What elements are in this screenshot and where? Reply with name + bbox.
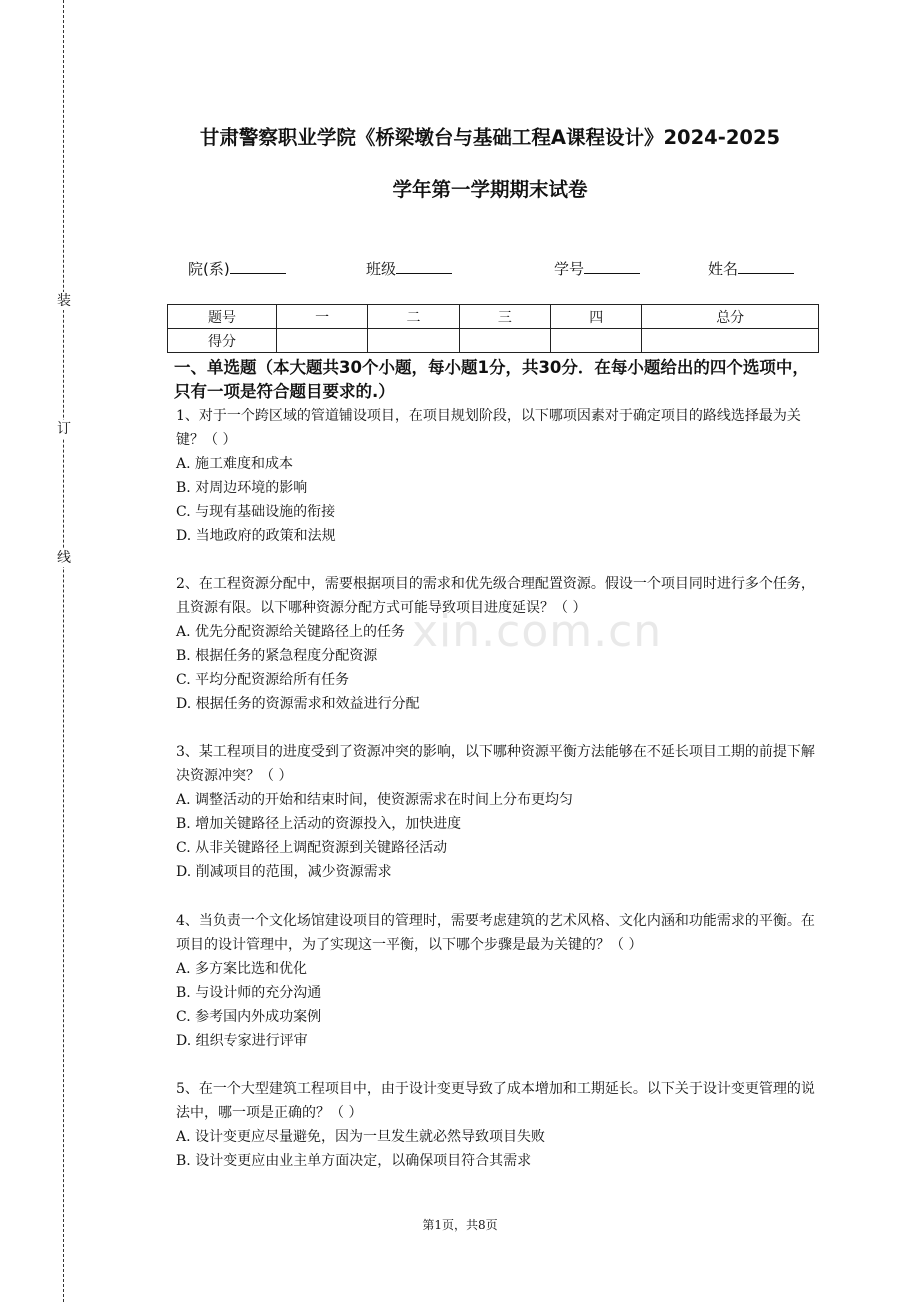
option-d: D. 当地政府的政策和法规 — [176, 528, 336, 544]
option-b: B. 设计变更应由业主单方面决定，以确保项目符合其需求 — [176, 1153, 532, 1169]
score-cell — [459, 329, 550, 353]
option-c: C. 从非关键路径上调配资源到关键路径活动 — [176, 840, 448, 856]
name-label: 姓名 — [708, 260, 739, 278]
name-blank — [738, 259, 794, 274]
score-table-header-row — [168, 305, 819, 329]
option-d: D. 根据任务的资源需求和效益进行分配 — [176, 696, 420, 712]
question-stem: 2、在工程资源分配中，需要根据项目的需求和优先级合理配置资源。假设一个项目同时进行多个任务，且资源有限。以下哪种资源分配方式可能导致项目进度延误？（ ） — [176, 576, 815, 616]
question-stem: 5、在一个大型建筑工程项目中，由于设计变更导致了成本增加和工期延长。以下关于设计变更管理的说法中，哪一项是正确的？（ ） — [176, 1081, 815, 1121]
name-field — [708, 258, 794, 279]
option-d: D. 削减项目的范围，减少资源需求 — [176, 864, 392, 880]
watermark: xin.com.cn — [412, 606, 663, 657]
score-table — [167, 304, 819, 353]
student-id-field — [554, 258, 640, 279]
score-header-cell: 总分 — [642, 305, 819, 329]
class-label: 班级 — [366, 260, 397, 278]
option-c: C. 与现有基础设施的衔接 — [176, 504, 336, 520]
score-header-cell: 三 — [459, 305, 550, 329]
class-blank — [396, 259, 452, 274]
exam-title-line2: 学年第一学期期末试卷 — [392, 178, 588, 201]
binding-char-xian: 线 — [57, 550, 71, 566]
binding-char-ding: 订 — [57, 421, 71, 437]
question-stem: 1、对于一个跨区域的管道铺设项目，在项目规划阶段，以下哪项因素对于确定项目的路线选择最为关键？（ ） — [176, 408, 801, 448]
score-header-cell: 题号 — [168, 305, 277, 329]
question-5 — [176, 1077, 816, 1173]
binding-line — [63, 0, 64, 1302]
question-2 — [176, 572, 816, 716]
question-4 — [176, 909, 816, 1053]
score-row-label: 得分 — [168, 329, 277, 353]
score-cell — [368, 329, 459, 353]
question-3 — [176, 740, 816, 884]
student-id-label: 学号 — [554, 260, 585, 278]
option-b: B. 增加关键路径上活动的资源投入，加快进度 — [176, 816, 462, 832]
page-footer: 第1页，共8页 — [422, 1218, 498, 1232]
class-field — [366, 258, 452, 279]
option-a: A. 调整活动的开始和结束时间，使资源需求在时间上分布更均匀 — [176, 792, 574, 808]
score-header-cell: 四 — [551, 305, 642, 329]
option-c: C. 参考国内外成功案例 — [176, 1009, 322, 1025]
question-stem: 4、当负责一个文化场馆建设项目的管理时，需要考虑建筑的艺术风格、文化内涵和功能需求的平衡。在项目的设计管理中，为了实现这一平衡，以下哪个步骤是最为关键的？（ ） — [176, 913, 815, 953]
question-1 — [176, 404, 816, 548]
score-header-cell: 一 — [277, 305, 368, 329]
score-header-cell: 二 — [368, 305, 459, 329]
score-table-score-row — [168, 329, 819, 353]
option-c: C. 平均分配资源给所有任务 — [176, 672, 350, 688]
exam-title-line1: 甘肃警察职业学院《桥梁墩台与基础工程A课程设计》2024-2025 — [199, 126, 781, 149]
option-b: B. 与设计师的充分沟通 — [176, 985, 322, 1001]
score-cell — [277, 329, 368, 353]
college-field — [188, 258, 286, 279]
option-a: A. 优先分配资源给关键路径上的任务 — [176, 624, 406, 640]
option-d: D. 组织专家进行评审 — [176, 1033, 308, 1049]
student-id-blank — [584, 259, 640, 274]
option-a: A. 多方案比选和优化 — [176, 961, 308, 977]
option-b: B. 根据任务的紧急程度分配资源 — [176, 648, 378, 664]
score-cell — [642, 329, 819, 353]
binding-char-zhuang: 装 — [57, 293, 71, 309]
question-stem: 3、某工程项目的进度受到了资源冲突的影响，以下哪种资源平衡方法能够在不延长项目工期的前提下解决资源冲突？（ ） — [176, 744, 815, 784]
section-heading: 一、单选题（本大题共30个小题，每小题1分，共30分．在每小题给出的四个选项中，只有一项是符合题目要求的.） — [174, 358, 809, 401]
option-b: B. 对周边环境的影响 — [176, 480, 308, 496]
option-a: A. 设计变更应尽量避免，因为一旦发生就必然导致项目失败 — [176, 1129, 546, 1145]
option-a: A. 施工难度和成本 — [176, 456, 294, 472]
college-blank — [230, 259, 286, 274]
college-label: 院(系) — [188, 260, 230, 278]
score-cell — [551, 329, 642, 353]
